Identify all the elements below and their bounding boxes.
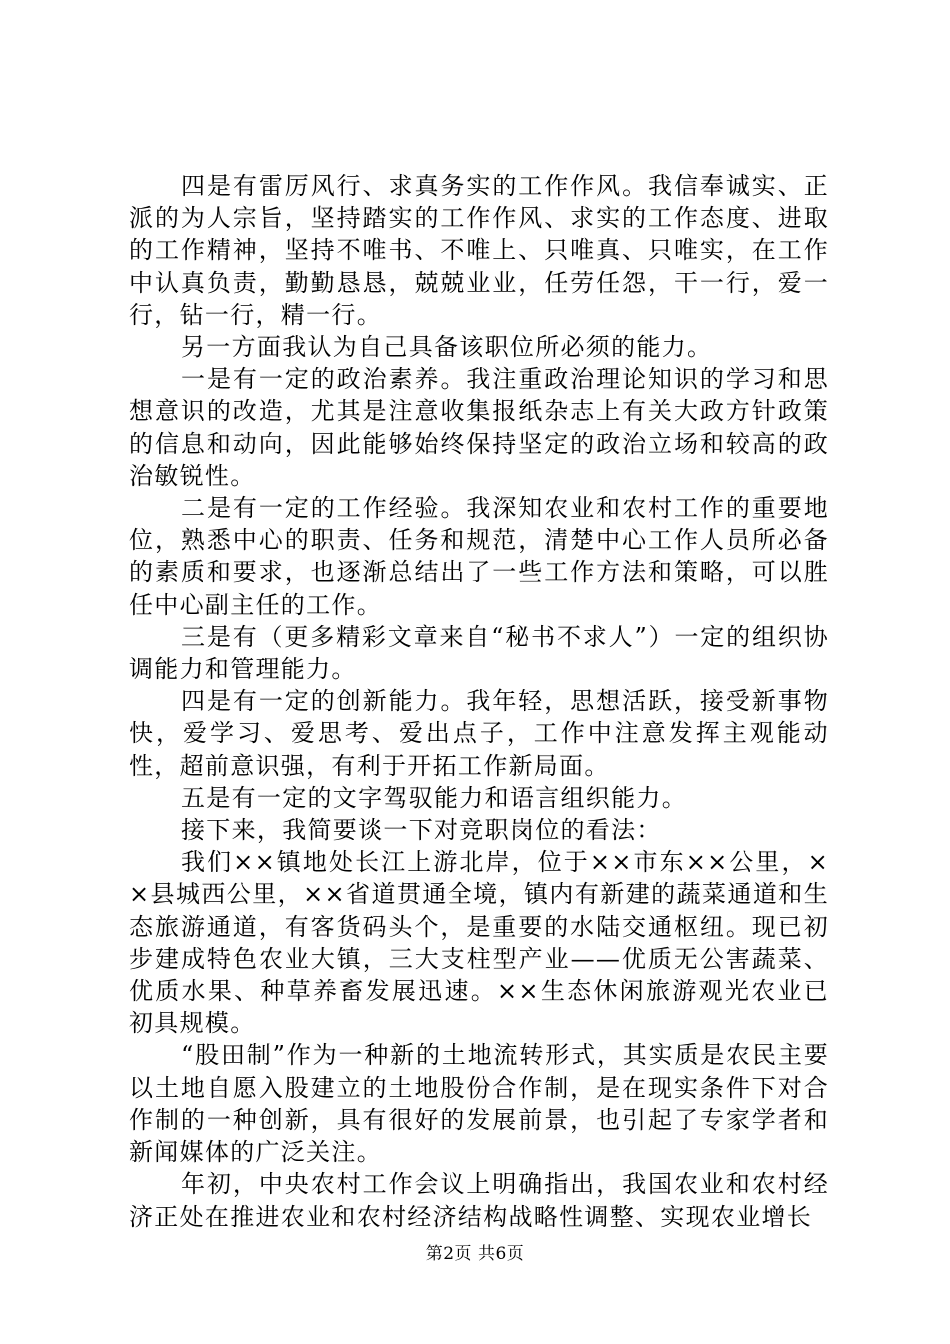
paragraph-position-view-intro: 接下来，我简要谈一下对竞职岗位的看法： [181,816,662,845]
paragraph-land-share-system: “股田制”作为一种新的土地流转形式，其实质是农民主要以土地自愿入股建立的土地股份合作制，是在现实条件下对合作制的一种创新，具有很好的发展前景，也引起了专家学者和新闻媒体的广泛关注。 [129,1041,829,1167]
paragraph-innovation-ability: 四是有一定的创新能力。我年轻，思想活跃，接受新事物快，爱学习、爱思考、爱出点子，工作中注意发挥主观能动性，超前意识强，有利于开拓工作新局面。 [129,687,829,780]
paragraph-coordination-ability: 三是有（更多精彩文章来自“秘书不求人”）一定的组织协调能力和管理能力。 [129,622,829,684]
paragraph-writing-ability: 五是有一定的文字驾驭能力和语言组织能力。 [181,783,687,812]
document-body [129,170,829,1233]
paragraph-work-style: 四是有雷厉风行、求真务实的工作作风。我信奉诚实、正派的为人宗旨，坚持踏实的工作作风、求实的工作态度、进取的工作精神，坚持不唯书、不唯上、只唯真、只唯实，在工作中认真负责，勤勤恳恳，兢兢业业，任劳任怨，干一行，爱一行，钻一行，精一行。 [129,172,829,329]
paragraph-political-quality: 一是有一定的政治素养。我注重政治理论知识的学习和思想意识的改造，尤其是注意收集报纸杂志上有关大政方针政策的信息和动向，因此能够始终保持坚定的政治立场和较高的政治敏锐性。 [129,365,829,490]
paragraph-ability-intro: 另一方面我认为自己具备该职位所必须的能力。 [181,333,713,362]
paragraph-work-experience: 二是有一定的工作经验。我深知农业和农村工作的重要地位，熟悉中心的职责、任务和规范，清楚中心工作人员所必备的素质和要求，也逐渐总结出了一些工作方法和策略，可以胜任中心副主任的工作。 [129,494,829,619]
paragraph-central-conference: 年初，中央农村工作会议上明确指出，我国农业和农村经济正处在推进农业和农村经济结构战略性调整、实现农业增长 [129,1170,829,1231]
page-footer: 第2页 共6页 [425,1244,525,1264]
paragraph-town-overview: 我们××镇地处长江上游北岸，位于××市东××公里，××县城西公里，××省道贯通全境，镇内有新建的蔬菜通道和生态旅游通道，有客货码头个，是重要的水陆交通枢纽。现已初步建成特色农业大镇，三大支柱型产业——优质无公害蔬菜、优质水果、种草养畜发展迅速。××生态休闲旅游观光农业已初具规模。 [129,848,829,1038]
